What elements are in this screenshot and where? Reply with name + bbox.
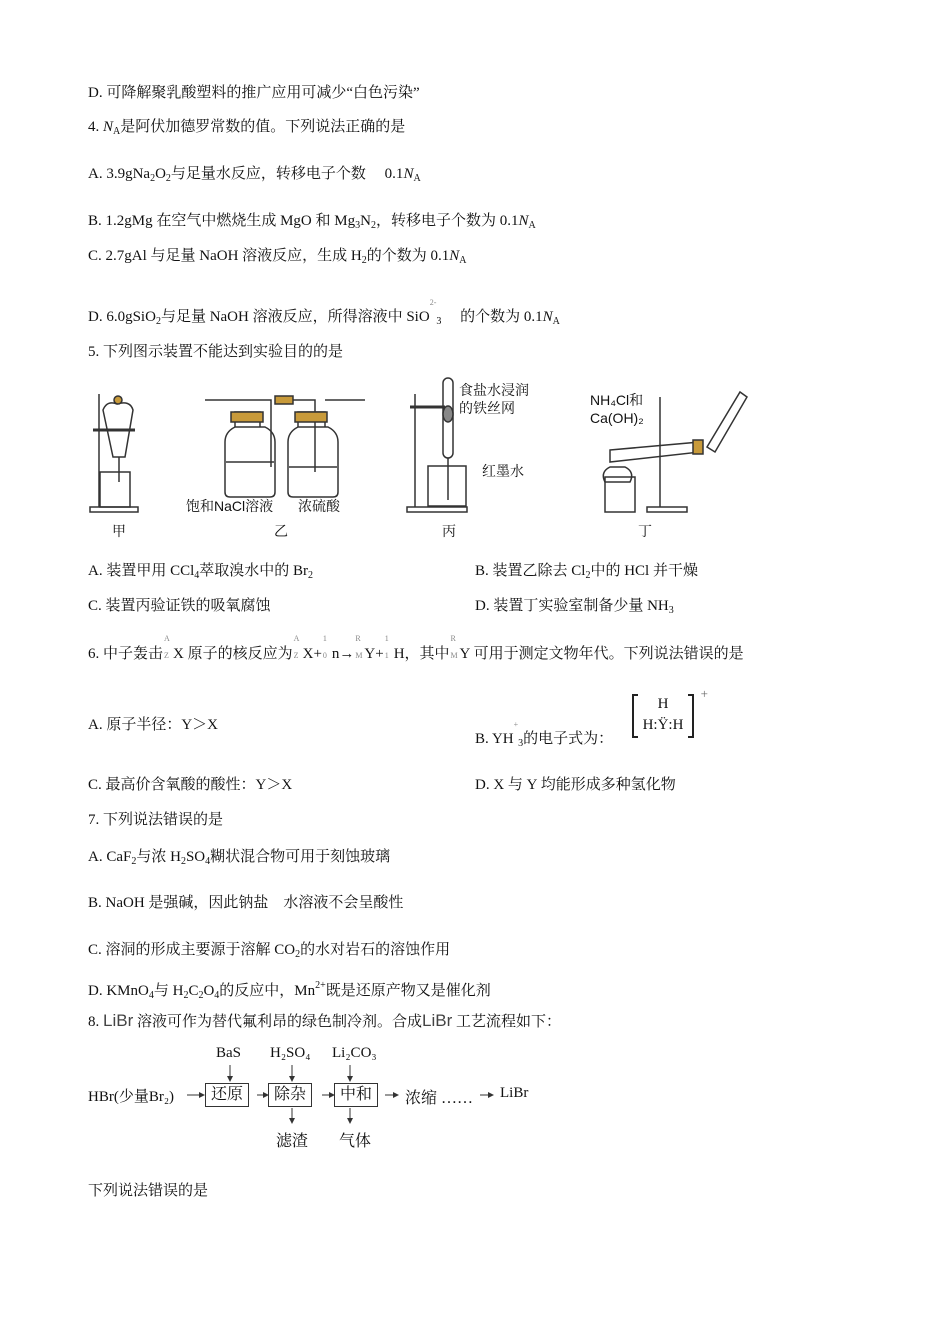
q6-option-a bbox=[88, 715, 218, 735]
flow-output-residue: 滤渣 bbox=[276, 1133, 309, 1150]
text-segment: O bbox=[155, 166, 166, 182]
text-segment: D. 可降解聚乳酸塑料的推广应用可减少“白色污染” bbox=[88, 85, 420, 101]
text-segment: H，其中 bbox=[393, 646, 450, 662]
text-segment: C. 2.7gAl 与足量 NaOH 溶液反应，生成 H bbox=[88, 248, 362, 264]
label-saturated-nacl: 饱和NaCl溶液 bbox=[186, 498, 274, 514]
label-conc-sulfuric: 浓硫酸 bbox=[298, 498, 340, 514]
subscript: 2 bbox=[180, 856, 186, 867]
q5-stem bbox=[88, 342, 343, 362]
flow-step-reduction: 还原 bbox=[205, 1083, 249, 1107]
mass-number: A bbox=[293, 634, 300, 643]
text-segment: O bbox=[203, 983, 215, 999]
subscript: 2 bbox=[198, 990, 204, 1001]
text-segment: LiBr bbox=[422, 1011, 453, 1030]
text-segment: 中的 HCl 并干燥 bbox=[590, 563, 698, 579]
label-iron-mesh-2: 的铁丝网 bbox=[459, 400, 515, 416]
subscript: 2 bbox=[183, 990, 189, 1001]
text-segment: B. YH bbox=[475, 731, 514, 747]
text-segment: ，转移电子个数为 0.1 bbox=[375, 213, 519, 229]
text-segment: 工艺流程如下： bbox=[452, 1014, 561, 1030]
q4-option-c bbox=[88, 246, 467, 271]
q7-option-c bbox=[88, 940, 450, 965]
q6-option-b bbox=[475, 715, 613, 754]
caption-ding: 丁 bbox=[638, 523, 652, 539]
text-segment: N bbox=[103, 119, 114, 135]
atomic-number: M bbox=[450, 651, 458, 660]
text-segment: C. 溶洞的形成主要源于溶解 CO bbox=[88, 942, 296, 958]
subscript: 4 bbox=[205, 856, 211, 867]
text-segment: 下列说法错误的是 bbox=[88, 1183, 209, 1199]
electron-formula-middle: H:Ÿ:H bbox=[642, 717, 684, 733]
subscript: 2 bbox=[308, 570, 314, 581]
q5-option-d bbox=[475, 596, 674, 621]
flow-step-neutralization: 中和 bbox=[334, 1083, 378, 1107]
q8-stem bbox=[88, 1011, 561, 1032]
label-nh4cl: NH₄Cl和 bbox=[590, 392, 644, 408]
subscript: 4 bbox=[148, 990, 154, 1001]
text-segment: 与足量 NaOH 溶液反应，所得溶液中 SiO bbox=[160, 309, 430, 325]
text-segment: D. KMnO bbox=[88, 983, 149, 999]
subscript: A bbox=[552, 316, 560, 327]
nuclide-notation bbox=[322, 634, 331, 660]
subscript: 2 bbox=[295, 949, 301, 960]
text-segment: A. 原子半径：Y＞X bbox=[88, 717, 218, 733]
text-segment: B. 装置乙除去 Cl bbox=[475, 563, 586, 579]
text-segment: 6. 中子轰击 bbox=[88, 646, 164, 662]
q7-option-a bbox=[88, 847, 390, 872]
q7-option-d bbox=[88, 976, 491, 1006]
subscript: A bbox=[528, 220, 536, 231]
text-segment: 的电子式为： bbox=[523, 731, 614, 747]
text-segment: B. 1.2gMg 在空气中燃烧生成 MgO 和 Mg bbox=[88, 213, 356, 229]
q8-question bbox=[88, 1181, 208, 1201]
subscript: 4 bbox=[214, 990, 220, 1001]
q6-stem bbox=[88, 634, 744, 664]
text-segment: 与 H bbox=[153, 983, 184, 999]
q7-stem bbox=[88, 810, 223, 830]
text-segment: X+ bbox=[302, 646, 322, 662]
subscript: 2 bbox=[370, 220, 376, 231]
text-segment: 溶液可作为替代氟利昂的绿色制冷剂。合成 bbox=[133, 1014, 422, 1030]
text-segment: 的反应中，Mn bbox=[219, 983, 316, 999]
text-segment: 与足量水反应，转移电子个数 0.1 bbox=[170, 166, 404, 182]
text-segment: 的水对岩石的溶蚀作用 bbox=[300, 942, 451, 958]
flow-input-h2so4: H₂SO₄ bbox=[270, 1045, 311, 1061]
subscript: 3 bbox=[355, 220, 361, 231]
atomic-number: Z bbox=[164, 651, 169, 660]
text-segment: D. X 与 Y 均能形成多种氢化物 bbox=[475, 777, 676, 793]
mass-number: 1 bbox=[384, 634, 389, 643]
caption-yi: 乙 bbox=[274, 523, 288, 539]
electron-formula bbox=[632, 686, 708, 738]
q7-option-b bbox=[88, 893, 403, 913]
q5-option-a bbox=[88, 561, 313, 586]
superscript: 2+ bbox=[315, 980, 326, 991]
q6-option-d bbox=[475, 775, 676, 795]
superscript: 2- bbox=[429, 298, 437, 307]
text-segment: N bbox=[449, 248, 460, 264]
text-segment: 的个数为 0.1 bbox=[441, 309, 543, 325]
text-segment: B. NaOH 是强碱，因此钠盐 水溶液不会呈酸性 bbox=[88, 895, 404, 911]
subscript: 3 bbox=[668, 605, 674, 616]
subscript: 2 bbox=[131, 856, 137, 867]
q4-option-a bbox=[88, 164, 421, 189]
q5-option-b bbox=[475, 561, 698, 586]
superscript: + bbox=[513, 720, 519, 729]
text-segment: Y 可用于测定文物年代。下列说法错误的是 bbox=[459, 646, 744, 662]
mass-number: A bbox=[164, 634, 170, 643]
text-segment: 糊状混合物可用于刻蚀玻璃 bbox=[210, 849, 391, 865]
q4-stem bbox=[88, 117, 405, 142]
caption-jia: 甲 bbox=[112, 523, 126, 539]
flow-concentrate: 浓缩 …… bbox=[405, 1090, 474, 1107]
text-segment: C. 装置丙验证铁的吸氧腐蚀 bbox=[88, 598, 271, 614]
label-red-ink: 红墨水 bbox=[482, 463, 524, 479]
q6-option-c bbox=[88, 775, 292, 795]
text-segment: A. 3.9gNa bbox=[88, 166, 151, 182]
subscript: A bbox=[459, 255, 467, 266]
text-segment: N bbox=[542, 309, 553, 325]
flow-step-impurity-removal: 除杂 bbox=[268, 1083, 312, 1107]
text-segment: 的个数为 0.1 bbox=[366, 248, 450, 264]
subscript: 2 bbox=[585, 570, 591, 581]
electron-formula-charge: + bbox=[700, 686, 708, 701]
label-caoh2: Ca(OH)₂ bbox=[590, 410, 644, 426]
subscript: 2 bbox=[155, 316, 161, 327]
mass-number: R bbox=[355, 634, 361, 643]
subscript: 2 bbox=[150, 173, 156, 184]
label-iron-mesh-1: 食盐水浸润 bbox=[459, 382, 529, 398]
flow-end: LiBr bbox=[500, 1085, 529, 1101]
q3-option-d bbox=[88, 83, 420, 103]
text-segment: D. 装置丁实验室制备少量 NH bbox=[475, 598, 669, 614]
subscript: 2 bbox=[361, 255, 367, 266]
flow-input-bas: BaS bbox=[216, 1045, 242, 1061]
text-segment: n→ bbox=[331, 646, 355, 662]
atomic-number: M bbox=[355, 651, 363, 660]
apparatus-figure bbox=[85, 372, 765, 547]
q4-option-d bbox=[88, 293, 560, 332]
electron-formula-top: H bbox=[657, 696, 669, 712]
atomic-number: 0 bbox=[322, 651, 327, 660]
text-segment: A. CaF bbox=[88, 849, 132, 865]
text-segment: 7. 下列说法错误的是 bbox=[88, 812, 224, 828]
text-segment: 萃取溴水中的 Br bbox=[199, 563, 309, 579]
text-segment: 8. bbox=[88, 1014, 103, 1030]
mass-number: 1 bbox=[322, 634, 327, 643]
flow-start: HBr(少量Br₂) bbox=[88, 1089, 175, 1105]
flow-output-gas: 气体 bbox=[339, 1133, 372, 1150]
subscript: 4 bbox=[194, 570, 200, 581]
subscript: 2 bbox=[165, 173, 171, 184]
text-segment: C bbox=[188, 983, 199, 999]
text-segment: X 原子的核反应为 bbox=[173, 646, 293, 662]
text-segment: Y+ bbox=[364, 646, 384, 662]
text-segment: 4. bbox=[88, 119, 103, 135]
mass-number: R bbox=[450, 634, 456, 643]
flow-input-li2co3: Li₂CO₃ bbox=[332, 1045, 377, 1061]
nuclide-notation bbox=[384, 634, 393, 660]
text-segment: N bbox=[403, 166, 414, 182]
subscript: 3 bbox=[436, 316, 442, 327]
subscript: A bbox=[113, 126, 121, 137]
q5-option-c bbox=[88, 596, 271, 616]
text-segment: N bbox=[360, 213, 371, 229]
subscript: A bbox=[413, 173, 421, 184]
subscript: 3 bbox=[518, 738, 524, 749]
nuclide-notation bbox=[293, 634, 302, 660]
q4-option-b bbox=[88, 211, 536, 236]
atomic-number: Z bbox=[293, 651, 299, 660]
text-segment: C. 最高价含氧酸的酸性：Y＞X bbox=[88, 777, 293, 793]
text-segment: 既是还原产物又是催化剂 bbox=[325, 983, 491, 999]
text-segment: A. 装置甲用 CCl bbox=[88, 563, 195, 579]
text-segment: D. 6.0gSiO bbox=[88, 309, 156, 325]
text-segment: LiBr bbox=[103, 1011, 134, 1030]
text-segment: 5. 下列图示装置不能达到实验目的的是 bbox=[88, 344, 344, 360]
nuclide-notation bbox=[450, 634, 459, 660]
nuclide-notation bbox=[355, 634, 363, 660]
atomic-number: 1 bbox=[384, 651, 389, 660]
text-segment: 是阿伏加德罗常数的值。下列说法正确的是 bbox=[120, 119, 406, 135]
text-segment: N bbox=[518, 213, 529, 229]
text-segment: 与浓 H bbox=[136, 849, 181, 865]
nuclide-notation bbox=[164, 634, 172, 660]
caption-bing: 丙 bbox=[442, 523, 456, 539]
text-segment: SO bbox=[185, 849, 206, 865]
